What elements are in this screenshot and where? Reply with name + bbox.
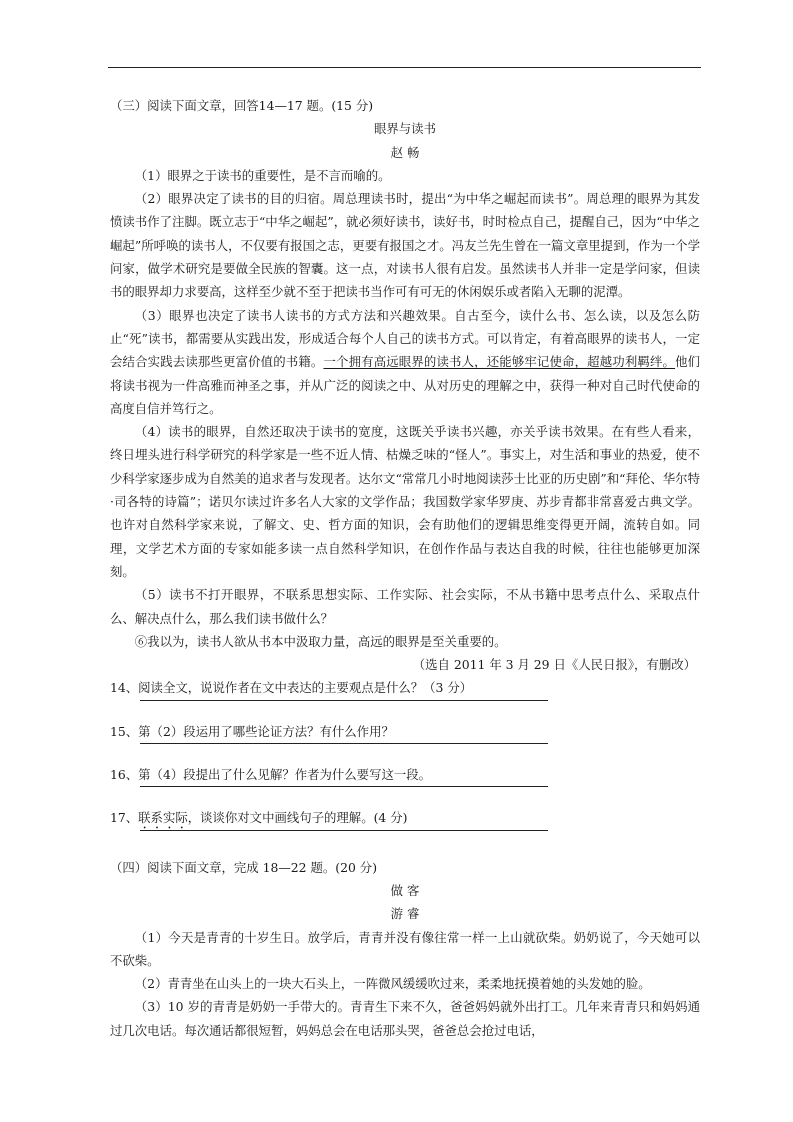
source-note: （选自 2011 年 3 月 29 日《人民日报》，有删改）: [412, 657, 696, 673]
paragraph-6: ⑥我以为，读书人欲从书本中汲取力量，高远的眼界是至关重要的。: [134, 633, 507, 649]
question-17-number: 17、: [110, 810, 139, 826]
paragraph-3-text-a: （3）眼界也决定了读书人读书的方式方法和兴趣效果。自古至今，读什么书、怎么读，以及怎么防止“死”读书，都需要从实践出发，形成适合每个人自己的读书方式。可以肯定，有着高眼界的读书人，一定会结合实践去读那些更富价值的书籍。: [110, 307, 700, 370]
answer-line-16[interactable]: [110, 786, 700, 806]
section3-heading: （三）阅读下面文章，回答14—17 题。(15 分): [110, 98, 374, 113]
story-title: 做 客: [390, 882, 420, 898]
dotted-phrase: 联系实际: [138, 810, 188, 826]
paragraph-3: [110, 304, 700, 420]
answer-line-17[interactable]: [110, 830, 700, 850]
article-author: 赵 畅: [390, 144, 420, 160]
question-15: 15、第（2）段运用了哪些论证方法？有什么作用？: [110, 723, 394, 739]
story-paragraph-1: （1）今天是青青的十岁生日。放学后，青青并没有像往常一样一上山就砍柴。奶奶说了，今天她可以不砍柴。: [110, 929, 700, 968]
question-14: 14、阅读全文，说说作者在文中表达的主要观点是什么？（3 分）: [110, 680, 473, 696]
document-page: [110, 94, 700, 1042]
article-title: 眼界与读书: [374, 121, 436, 137]
question-17: [110, 806, 700, 829]
question-17-text: ，谈谈你对文中画线句子的理解。(4 分): [187, 810, 408, 826]
story-paragraph-3: （3）10 岁的青青是奶奶一手带大的。青青生下来不久，爸爸妈妈就外出打工。几年来青青只和妈妈通过几次电话。每次通话都很短暂，妈妈总会在电话那头哭，爸爸总会抢过电话，: [110, 999, 700, 1038]
paragraph-3-text-b: 他们将读书视为一件高雅而神圣之事，并从广泛的阅读之中、从对历史的理解之中，获得一种对自己时代使命的高度自信并笃行之。: [110, 354, 701, 416]
answer-line-15[interactable]: [110, 743, 700, 763]
story-author: 游 睿: [390, 906, 420, 922]
section4-heading: （四）阅读下面文章，完成 18—22 题。(20 分): [110, 859, 378, 875]
paragraph-2: （2）眼界决定了读书的目的归宿。周总理读书时，提出“为中华之崛起而读书”。周总理的眼界为其发愤读书作了注脚。既立志于“中华之崛起”，就必须好读书，读好书，时时检点自己，提醒自己，因为“中华之崛起”所呼唤的读书人，不仅要有报国之志，更要有报国之才。冯友兰先生曾在一篇文章里提到，作为一个学问家，做学术研究是要做全民族的智囊。这一点，对读书人很有启发。虽然读书人并非一定是学问家，但读书的眼界却力求要高，这样至少就不至于把读书当作可有可无的休闲娱乐或者陷入无聊的泥潭。: [110, 191, 700, 300]
paragraph-4: （4）读书的眼界，自然还取决于读书的宽度，这既关乎读书兴趣，亦关乎读书效果。在有些人看来，终日埋头进行科学研究的科学家是一些不近人情、枯燥乏味的“怪人”。事实上，对生活和事业的热爱，使不少科学家逐步成为自然美的追求者与发现者。达尔文“常常几小时地阅读莎士比亚的历史剧”和“拜伦、华尔特·司各特的诗篇”；诺贝尔读过许多名人大家的文学作品；我国数学家华罗庚、苏步青都非常喜爱古典文学。也许对自然科学家来说，了解文、史、哲方面的知识，会有助他们的逻辑思维变得更开阔，流转自如。同理，文学艺术方面的专家如能多读一点自然科学知识，在创作作品与表达自我的时候，往往也能够更加深刻。: [110, 424, 700, 579]
answer-line-14[interactable]: [110, 700, 700, 720]
paragraph-1: （1）眼界之于读书的重要性，是不言而喻的。: [134, 167, 391, 183]
question-16: 16、第（4）段提出了什么见解？作者为什么要写这一段。: [110, 767, 432, 783]
underlined-sentence: 一个拥有高远眼界的读书人，还能够牢记使命，超越功利羁绊。: [323, 354, 676, 370]
paragraph-5: （5）读书不打开眼界，不联系思想实际、工作实际、社会实际，不从书籍中思考点什么、采取点什么、解决点什么，那么我们读书做什么？: [110, 587, 700, 626]
story-paragraph-2: （2）青青坐在山头上的一块大石头上，一阵微风缓缓吹过来，柔柔地抚摸着她的头发她的脸。: [134, 976, 651, 992]
header-rule: [108, 67, 701, 68]
